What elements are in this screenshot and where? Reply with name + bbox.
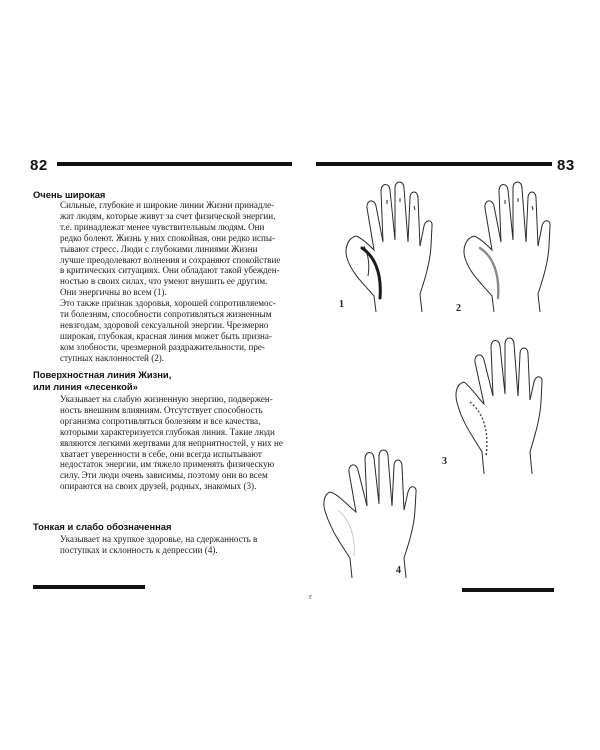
life-line	[362, 248, 380, 298]
figure-label: 4	[396, 565, 401, 576]
page-number-left: 82	[30, 157, 48, 174]
header-rule-left	[57, 162, 292, 166]
palm-figure-4	[318, 448, 430, 583]
header-rule-right	[316, 162, 552, 166]
section-paragraph: Указывает на хрупкое здоровье, на сдержанность в поступках и склонность к депрессии (4).	[60, 534, 258, 555]
section-heading: Тонкая и слабо обозначенная	[33, 521, 172, 532]
figure-label: 3	[442, 456, 447, 467]
gutter-mark: г	[309, 592, 313, 601]
footer-rule-right	[462, 588, 554, 592]
palm-figure-2	[452, 176, 562, 316]
page-number-right: 83	[557, 157, 575, 174]
figure-label: 2	[456, 303, 461, 314]
palm-figure-3	[446, 334, 556, 479]
life-line	[338, 510, 354, 556]
life-line	[480, 248, 498, 298]
section-paragraph: Указывает на слабую жизненную энергию, подвержен- ность внешним влияниям. Отсутствует способность организма сопротивляться болезням и все качества, которыми характеризуется глубокая линия. Такие люди являются легкими жертвами для неприятностей, у них не хватает уверенности в себе, они всегда испытывают недостаток энергии, им тяжело применять физическую силу. Эти люди очень зависимы, поэтому они во всем опираются на своих друзей, родных, знакомых (3).	[60, 394, 283, 492]
footer-rule-left	[33, 585, 145, 589]
section-paragraph: Сильные, глубокие и широкие линии Жизни принадле- жат людям, которые живут за счет физической энергии, т.е. принадлежат менее чувствительным людям. Они редко болеют. Жизнь у них спокойная, они редко испы- тывают стресс. Люди с глубокими линиями Жизни лучше преодолевают волнения и сохраняют спокойствие в критических ситуациях. Они обладают такой убежден- ностью в своих силах, что умеют внушить ее другим. Они энергичны во всем (1). Это также признак здоровья, хорошей сопротивляемос- ти болезням, способности сопротивляться жизненным невзгодам, здоровой сексуальной энергии. Чрезмерно широкая, глубокая, красная линия может быть призна- ком злобности, чрезмерной раздражительности, пре- ступных наклонностей (2).	[60, 200, 281, 363]
section-heading: Очень широкая	[33, 189, 106, 200]
palm-figure-1	[334, 176, 444, 316]
section-heading: Поверхностная линия Жизни, или линия «лесенкой»	[33, 369, 172, 392]
figure-label: 1	[339, 299, 344, 310]
life-line	[470, 402, 487, 456]
